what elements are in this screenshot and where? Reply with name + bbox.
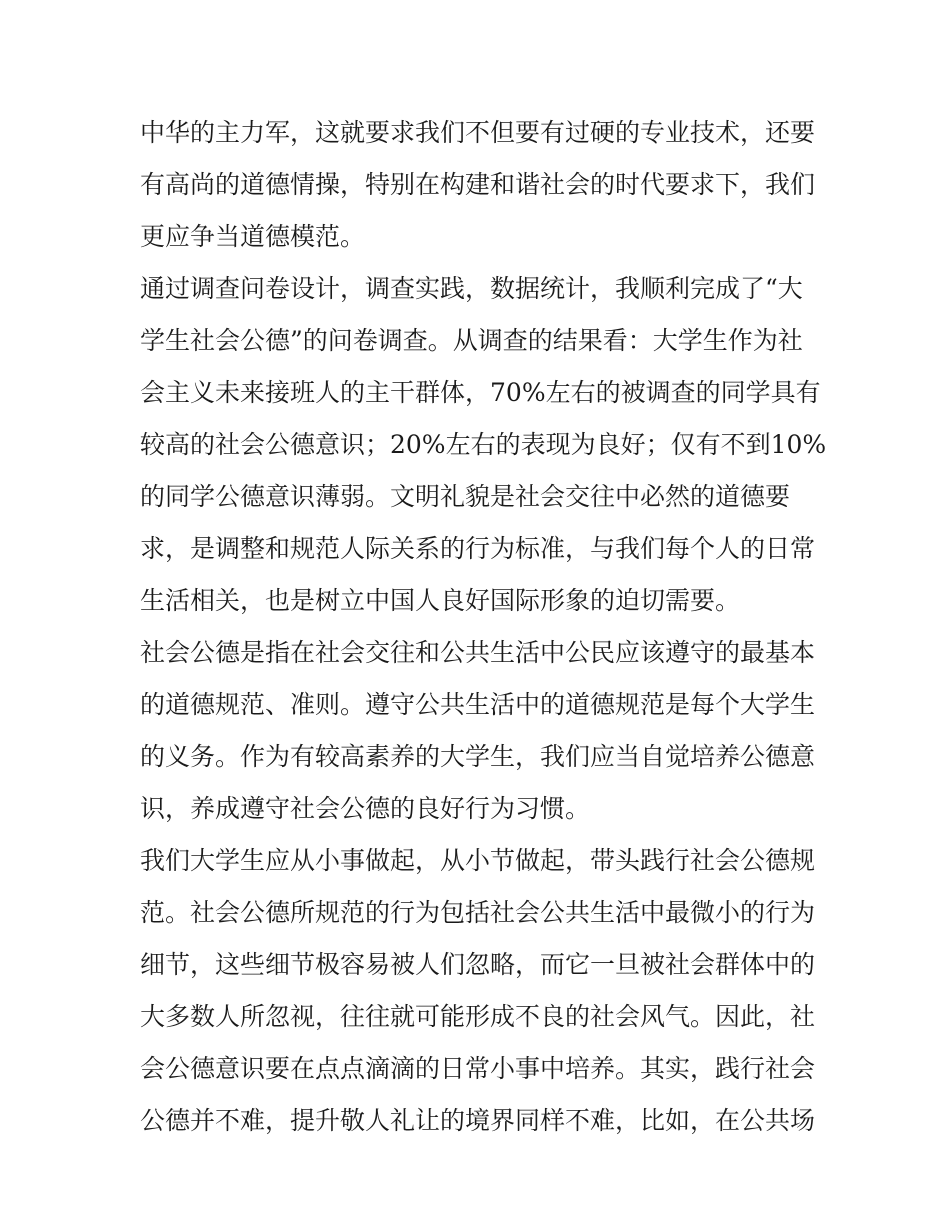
text-line: 细节，这些细节极容易被人们忽略，而它一旦被社会群体中的 <box>140 950 816 979</box>
paragraph <box>140 263 827 627</box>
text-line: 通过调查问卷设计，调查实践，数据统计，我顺利完成了“大 <box>140 274 803 303</box>
document-body <box>140 107 827 1147</box>
text-line: 会主义未来接班人的主干群体，70%左右的被调查的同学具有 <box>140 378 821 407</box>
text-line: 公德并不难，提升敬人礼让的境界同样不难，比如，在公共场 <box>140 1106 816 1135</box>
text-line: 更应争当道德模范。 <box>140 222 366 251</box>
paragraph <box>140 835 815 1147</box>
paragraph <box>140 107 815 263</box>
text-line: 生活相关，也是树立中国人良好国际形象的迫切需要。 <box>140 586 741 615</box>
text-line: 我们大学生应从小事做起，从小节做起，带头践行社会公德规 <box>140 846 816 875</box>
text-line: 的道德规范、准则。遵守公共生活中的道德规范是每个大学生 <box>140 690 816 719</box>
text-line: 有高尚的道德情操，特别在构建和谐社会的时代要求下，我们 <box>140 170 816 199</box>
text-line: 的同学公德意识薄弱。文明礼貌是社会交往中必然的道德要 <box>140 482 791 511</box>
text-line: 较高的社会公德意识；20%左右的表现为良好；仅有不到10% <box>140 430 827 459</box>
paragraph <box>140 627 815 835</box>
text-line: 识，养成遵守社会公德的良好行为习惯。 <box>140 794 591 823</box>
text-line: 学生社会公德”的问卷调查。从调查的结果看：大学生作为社 <box>140 326 803 355</box>
text-line: 求，是调整和规范人际关系的行为标准，与我们每个人的日常 <box>140 534 816 563</box>
text-line: 大多数人所忽视，往往就可能形成不良的社会风气。因此，社 <box>140 1002 816 1031</box>
text-line: 会公德意识要在点点滴滴的日常小事中培养。其实，践行社会 <box>140 1054 816 1083</box>
text-line: 中华的主力军，这就要求我们不但要有过硬的专业技术，还要 <box>140 118 816 147</box>
text-line: 范。社会公德所规范的行为包括社会公共生活中最微小的行为 <box>140 898 816 927</box>
text-line: 社会公德是指在社会交往和公共生活中公民应该遵守的最基本 <box>140 638 816 667</box>
text-line: 的义务。作为有较高素养的大学生，我们应当自觉培养公德意 <box>140 742 816 771</box>
